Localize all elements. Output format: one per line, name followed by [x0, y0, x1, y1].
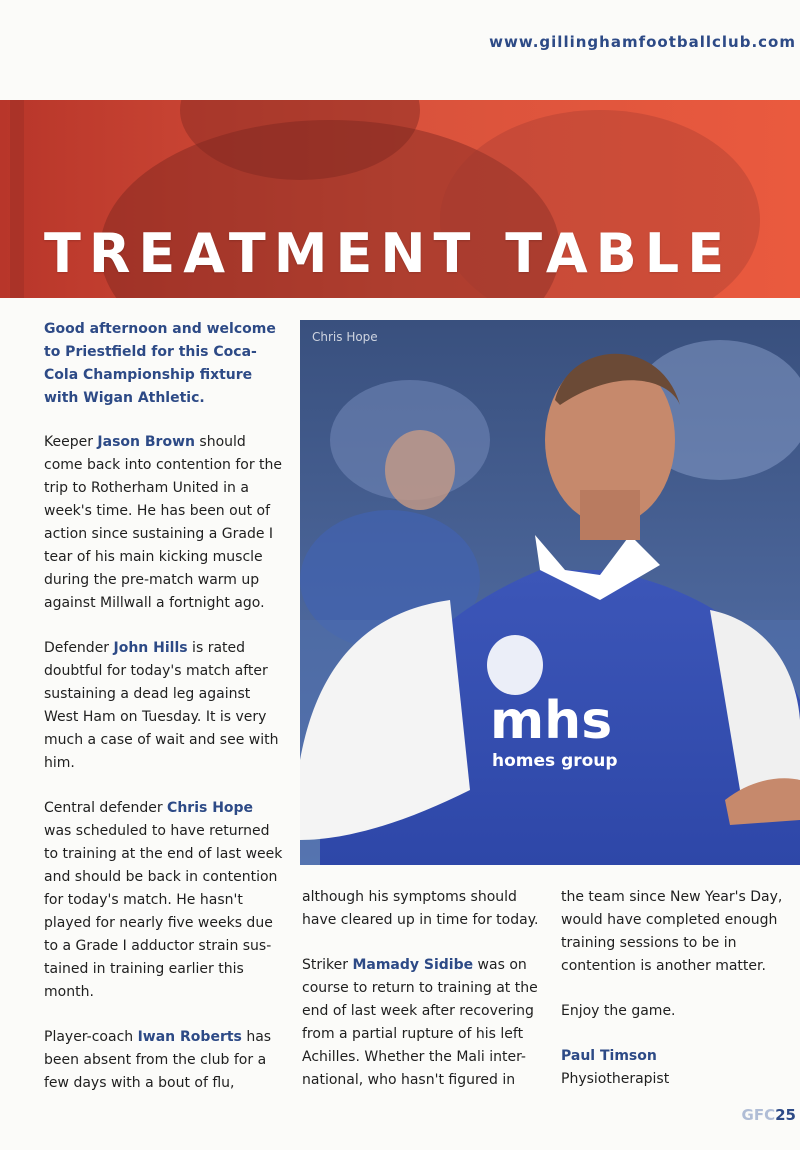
text: Keeper [44, 434, 98, 450]
text: has been absent from the club for a few days with a bout of flu, [44, 1029, 272, 1091]
paragraph-roberts-continued: although his symptoms should have cleared up in time for today. [302, 889, 539, 928]
text: was on course to return to training at the end of last week after recovering from a partial rupture of his left Achilles. Whether the Mali inter-national, who hasn't figured in [302, 957, 538, 1088]
column-3 [561, 886, 791, 1113]
player-name: John Hills [113, 640, 188, 656]
author-name: Paul Timson [561, 1048, 657, 1064]
paragraph-sidibe-continued: the team since New Year's Day, would have completed enough training sessions to be in contention is another matter. [561, 889, 783, 974]
intro-paragraph: Good afternoon and welcome to Priestfield for this Coca-Cola Championship fixture with Wigan Athletic. [44, 321, 276, 406]
paragraph-closing: Enjoy the game. [561, 1003, 676, 1019]
player-name: Jason Brown [97, 434, 195, 450]
player-photo [300, 320, 800, 865]
text: Striker [302, 957, 353, 973]
paragraph-chris-hope [44, 797, 284, 1004]
page-number [742, 1106, 796, 1124]
author-role: Physiotherapist [561, 1071, 670, 1087]
column-2 [302, 886, 542, 1114]
signoff [561, 1045, 791, 1091]
player-name: Chris Hope [167, 800, 254, 816]
player-name: Iwan Roberts [137, 1029, 242, 1045]
site-url: www.gillinghamfootballclub.com [489, 33, 796, 51]
text: was scheduled to have returned to training at the end of last week and should be back in contention for today's match. He hasn't played for nearly five weeks due to a Grade I adductor strain sus-tained in training earlier this month. [44, 823, 283, 1000]
shirt-sponsor-sub: homes group [492, 751, 618, 771]
shirt-sponsor-main: mhs [490, 691, 613, 751]
player-photo-image [300, 320, 800, 865]
paragraph-iwan-roberts [44, 1026, 284, 1095]
column-1 [44, 431, 284, 1117]
text: is rated doubtful for today's match after sustaining a dead leg against West Ham on Tuesday. It is very much a case of wait and see with him. [44, 640, 279, 771]
text: Player-coach [44, 1029, 138, 1045]
page-number-value: 25 [775, 1106, 796, 1124]
text: Central defender [44, 800, 168, 816]
text: Defender [44, 640, 114, 656]
player-name: Mamady Sidibe [352, 957, 474, 973]
photo-credit: Chris Hope [312, 330, 378, 344]
paragraph-jason-brown [44, 431, 284, 615]
paragraph-mamady-sidibe [302, 954, 542, 1092]
paragraph-john-hills [44, 637, 284, 775]
text: should come back into contention for the trip to Rotherham United in a week's time. He has been out of action since sustaining a Grade I tear of his main kicking muscle during the pre-match warm up against Millwall a fortnight ago. [44, 434, 283, 611]
banner-title: TREATMENT TABLE [44, 222, 733, 285]
page-prefix: GFC [741, 1106, 776, 1124]
